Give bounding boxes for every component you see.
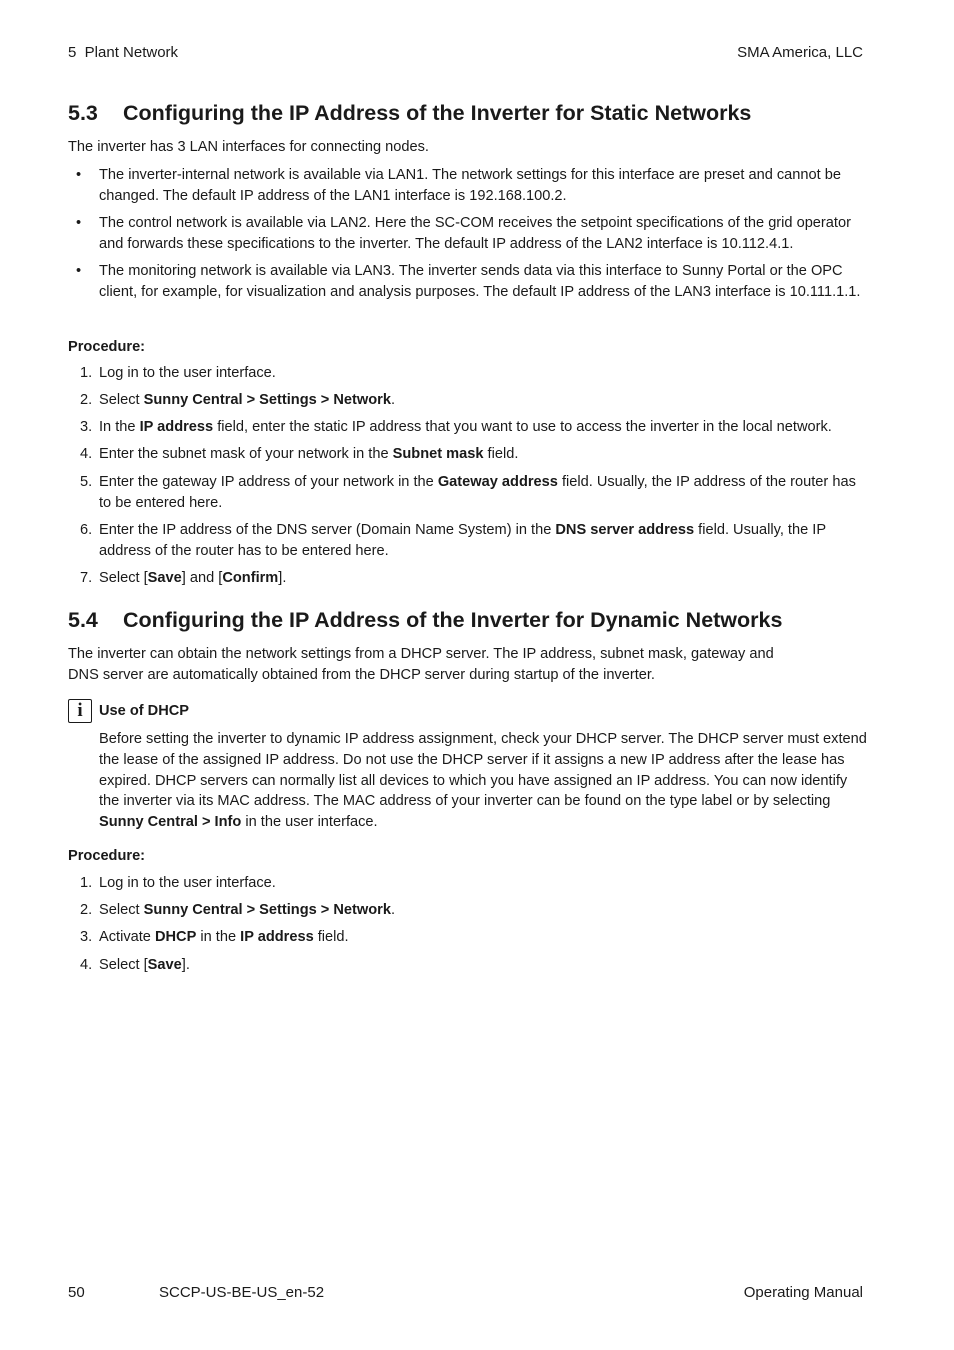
section-title: Configuring the IP Address of the Inverter for Static Networks [123,101,752,125]
footer-document-code: SCCP-US-BE-US_en-52 [159,1284,325,1301]
step-number: 3. [80,929,93,945]
info-icon: i [68,699,92,723]
info-title: Use of DHCP [99,703,190,719]
section-title: Configuring the IP Address of the Inverter for Dynamic Networks [123,608,783,632]
bullet-mark: • [76,167,82,183]
menu-path: Sunny Central > Settings > Network [143,902,391,918]
step-text: In the IP address field, enter the static IP address that you want to use to access the inverter in the local network. [99,419,832,435]
step-item [68,873,868,894]
step-text: Enter the IP address of the DNS server (Domain Name System) in the DNS server address field. Usually, the IP address of the router has to be entered here. [99,522,826,559]
step-item [68,390,868,411]
menu-path: Sunny Central > Settings > Network [143,392,391,408]
step-number: 6. [80,522,93,538]
step-item [68,520,868,562]
bullet-text: The control network is available via LAN2. Here the SC-COM receives the setpoint specifications of the grid operator and forwards these specifications to the inverter. The default IP address of the LAN2 interface is 10.112.4.1. [99,215,851,252]
bullet-text: The monitoring network is available via LAN3. The inverter sends data via this interface to Sunny Portal or the OPC client, for example, for visualization and analysis purposes. The default IP address of the LAN3 interface is 10.111.1.1. [99,263,861,300]
bullet-mark: • [76,263,82,279]
bullet-mark: • [76,215,82,231]
step-number: 5. [80,474,93,490]
list-item [68,261,868,303]
procedure-label: Procedure: [68,848,146,864]
step-number: 3. [80,419,93,435]
step-item [68,417,868,438]
step-text: Enter the subnet mask of your network in the Subnet mask field. [99,446,519,462]
field-name: Subnet mask [392,446,484,462]
menu-path: Sunny Central > Info [99,814,242,831]
section-5-4-heading [68,608,782,633]
button-name-confirm: Confirm [222,570,279,586]
header-company: SMA America, LLC [737,44,863,61]
section-number: 5.4 [68,608,98,632]
step-text: Log in to the user interface. [99,365,276,381]
step-number: 4. [80,957,93,973]
button-name-save: Save [147,570,182,586]
field-name: DNS server address [555,522,695,538]
step-text: Log in to the user interface. [99,875,276,891]
step-text: Activate DHCP in the IP address field. [99,929,349,945]
field-name: Gateway address [437,474,558,490]
step-number: 7. [80,570,93,586]
procedure-label: Procedure: [68,339,146,355]
step-item [68,955,868,976]
step-text: Enter the gateway IP address of your network in the Gateway address field. Usually, the IP address of the router has to be entered here. [99,474,856,511]
step-text: Select [Save]. [99,957,190,973]
section-number: 5.3 [68,101,98,125]
step-number: 1. [80,875,93,891]
button-name-save: Save [147,957,182,973]
section-5-4-intro: The inverter can obtain the network settings from a DHCP server. The IP address, subnet mask, gateway and DNS server are automatically obtained from the DHCP server during startup of the inverter. [68,646,774,683]
info-body: Before setting the inverter to dynamic IP address assignment, check your DHCP server. The DHCP server must extend the lease of the assigned IP address. Do not use the DHCP server if it assigns a new IP address after the lease has expired. DHCP servers can normally list all devices to which you have assigned an IP address. You can now identify the inverter via its MAC address. The MAC address of your inverter can be found on the type label or by selecting Sunny Central > Info in the user interface. [99,731,867,831]
field-name: IP address [240,929,314,945]
step-text: Select Sunny Central > Settings > Network. [99,392,396,408]
section-5-3-heading [68,101,751,126]
step-number: 1. [80,365,93,381]
option-name: DHCP [154,929,197,945]
list-item [68,213,868,255]
step-text: Select Sunny Central > Settings > Network. [99,902,396,918]
field-name: IP address [139,419,214,435]
step-item [68,472,868,514]
step-number: 4. [80,446,93,462]
list-item [68,165,868,207]
step-text: Select [Save] and [Confirm]. [99,570,287,586]
step-item [68,363,868,384]
step-number: 2. [80,392,93,408]
step-number: 2. [80,902,93,918]
bullet-text: The inverter-internal network is available via LAN1. The network settings for this interface are preset and cannot be changed. The default IP address of the LAN1 interface is 192.168.100.2. [99,167,841,204]
step-item [68,444,868,465]
footer-manual-type: Operating Manual [743,1284,863,1301]
step-item [68,568,868,589]
section-5-3-intro: The inverter has 3 LAN interfaces for connecting nodes. [68,139,429,155]
footer-page-number: 50 [68,1284,85,1301]
step-item [68,927,868,948]
step-item [68,900,868,921]
header-chapter: 5 Plant Network [68,44,179,61]
